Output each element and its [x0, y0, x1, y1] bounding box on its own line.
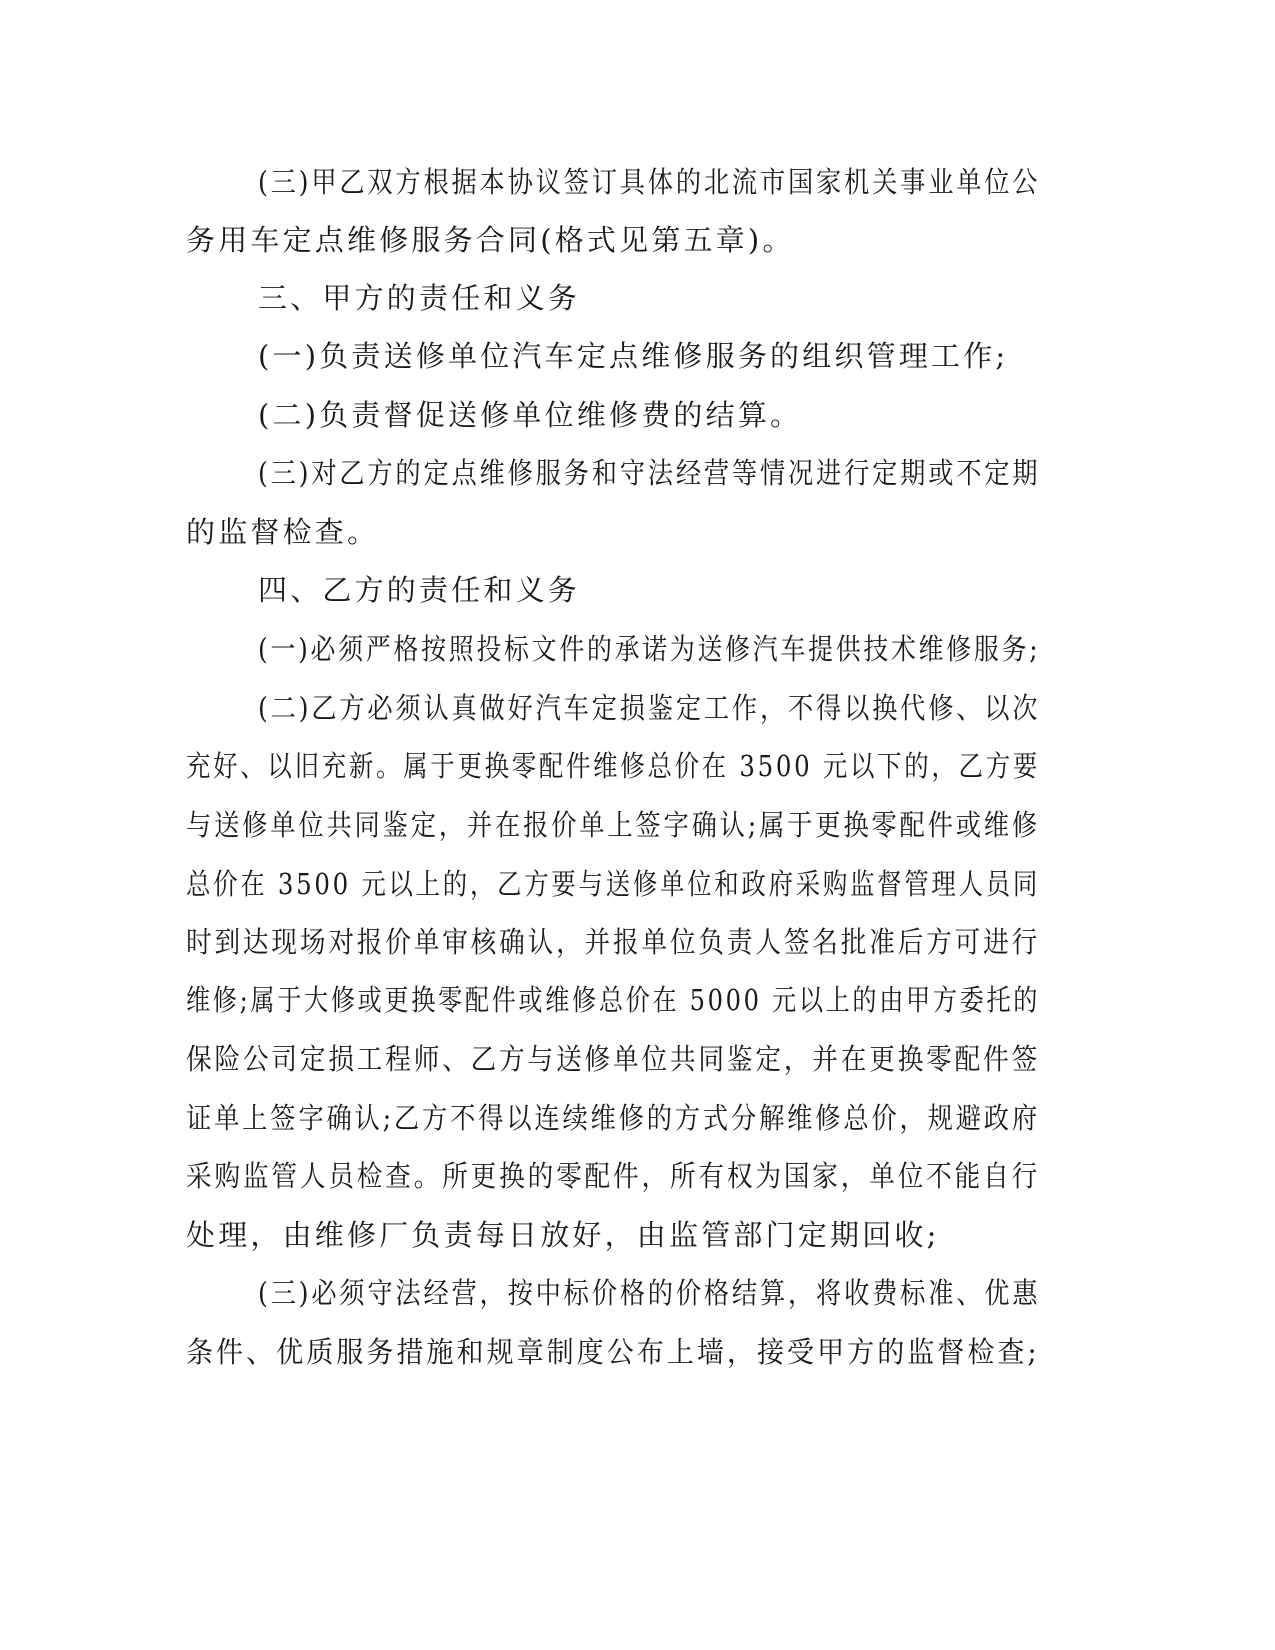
paragraph-line: (二)乙方必须认真做好汽车定损鉴定工作，不得以换代修、以次 [258, 691, 1041, 725]
paragraph-line: 处理，由维修厂负责每日放好，由监管部门定期回收; [186, 1218, 940, 1252]
paragraph-line: (三)对乙方的定点维修服务和守法经营等情况进行定期或不定期 [258, 456, 1041, 490]
paragraph-line: 充好、以旧充新。属于更换零配件维修总价在 3500 元以下的，乙方要 [186, 749, 1040, 783]
section-heading: 三、甲方的责任和义务 [258, 281, 581, 315]
paragraph-line: (二)负责督促送修单位维修费的结算。 [258, 398, 803, 432]
paragraph-line: (一)必须严格按照投标文件的承诺为送修汽车提供技术维修服务; [258, 632, 1041, 666]
paragraph-line: 证单上签字确认;乙方不得以连续维修的方式分解维修总价，规避政府 [186, 1101, 1040, 1135]
paragraph-line: 总价在 3500 元以上的，乙方要与送修单位和政府采购监督管理人员同 [186, 867, 1040, 901]
paragraph-line: 条件、优质服务措施和规章制度公布上墙，接受甲方的监督检查; [186, 1335, 1040, 1369]
paragraph-line: (一)负责送修单位汽车定点维修服务的组织管理工作; [258, 339, 1009, 373]
paragraph-line: 的监督检查。 [186, 515, 380, 549]
paragraph-line: (三)必须守法经营，按中标价格的价格结算，将收费标准、优惠 [258, 1276, 1041, 1310]
paragraph-line: 与送修单位共同鉴定，并在报价单上签字确认;属于更换零配件或维修 [186, 808, 1040, 842]
paragraph-line: 时到达现场对报价单审核确认，并报单位负责人签名批准后方可进行 [186, 925, 1041, 959]
paragraph-line: (三)甲乙双方根据本协议签订具体的北流市国家机关事业单位公 [258, 165, 1041, 199]
paragraph-line: 务用车定点维修服务合同(格式见第五章)。 [186, 223, 795, 257]
section-heading: 四、乙方的责任和义务 [258, 573, 581, 607]
paragraph-line: 采购监管人员检查。所更换的零配件，所有权为国家，单位不能自行 [186, 1159, 1041, 1193]
paragraph-line: 保险公司定损工程师、乙方与送修单位共同鉴定，并在更换零配件签 [186, 1042, 1041, 1076]
paragraph-line: 维修;属于大修或更换零配件或维修总价在 5000 元以上的由甲方委托的 [186, 983, 1041, 1017]
